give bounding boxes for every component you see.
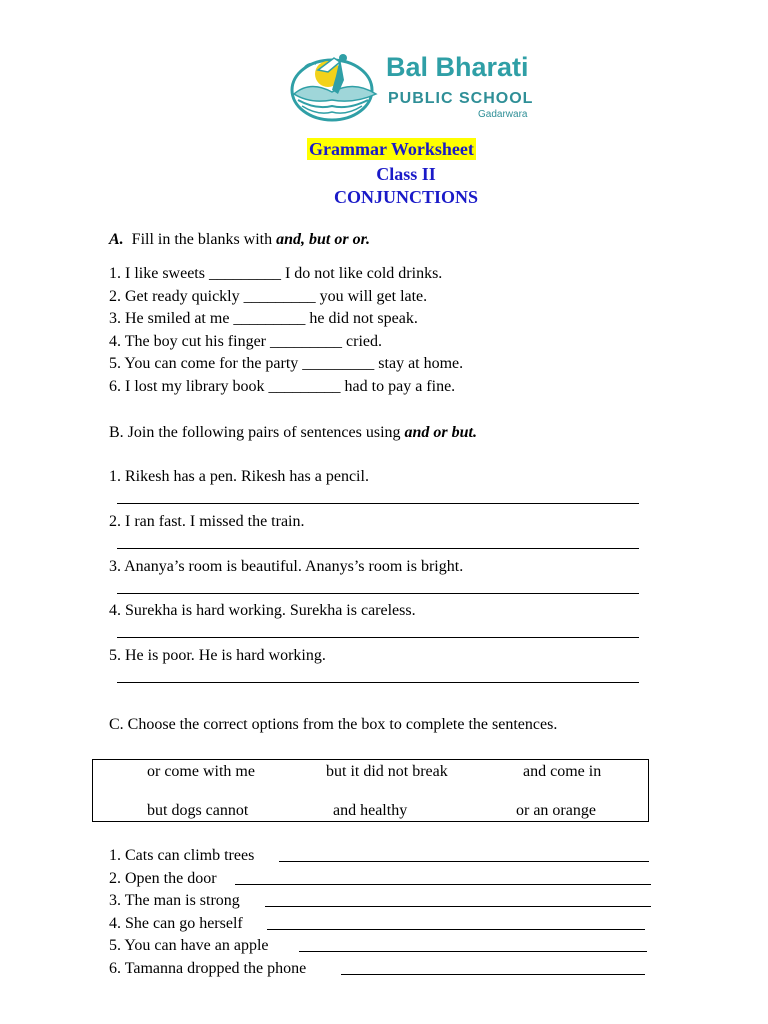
- section-b-text: B. Join the following pairs of sentences using: [109, 424, 401, 441]
- answer-line: [117, 637, 639, 638]
- answer-line: [299, 951, 647, 952]
- sentence-start: 5. You can have an apple: [109, 937, 269, 955]
- list-item: [109, 914, 306, 937]
- option: and come in: [523, 763, 602, 780]
- options-box: [92, 759, 649, 822]
- section-b-words: and or but.: [404, 424, 477, 441]
- list-item: [109, 467, 463, 512]
- section-b-instruction: [109, 423, 477, 443]
- sentence-start: 2. Open the door: [109, 869, 217, 887]
- list-item: [109, 557, 463, 602]
- answer-line: [341, 974, 645, 975]
- list-item: [109, 846, 306, 869]
- section-c-instruction: C. Choose the correct options from the box to complete the sentences.: [109, 716, 558, 733]
- question-text: 3. Ananya’s room is beautiful. Ananys’s room is bright.: [109, 557, 464, 575]
- school-name: Bal Bharati: [386, 52, 529, 82]
- list-item: 4. The boy cut his finger _________ cried.: [109, 332, 382, 350]
- list-item: [109, 646, 463, 691]
- topic-label: CONJUNCTIONS: [333, 187, 479, 207]
- section-a-words: and, but or or.: [276, 231, 370, 248]
- question-text: 5. He is poor. He is hard working.: [109, 647, 326, 665]
- school-logo: [288, 50, 548, 128]
- sentence-start: 6. Tamanna dropped the phone: [109, 959, 307, 977]
- list-item: 5. You can come for the party _________ stay at home.: [109, 355, 464, 373]
- option: but dogs cannot: [147, 802, 249, 819]
- worksheet-title: Grammar Worksheet: [309, 139, 474, 159]
- school-emblem-icon: [288, 50, 384, 128]
- school-subtitle: PUBLIC SCHOOL: [388, 90, 534, 107]
- answer-line: [117, 503, 639, 504]
- answer-line: [117, 548, 639, 549]
- list-item: [109, 891, 306, 914]
- sentence-start: 1. Cats can climb trees: [109, 847, 255, 864]
- sentence-start: 3. The man is strong: [109, 892, 240, 910]
- section-a-text: Fill in the blanks with: [131, 231, 273, 248]
- option: and healthy: [333, 802, 408, 819]
- question-text: 2. I ran fast. I missed the train.: [109, 512, 305, 530]
- list-item: 6. I lost my library book _________ had to pay a fine.: [109, 377, 456, 395]
- list-item: [109, 869, 306, 892]
- answer-line: [235, 884, 651, 885]
- section-a-label: A.: [109, 231, 124, 248]
- list-item: 1. I like sweets _________ I do not like cold drinks.: [109, 265, 443, 282]
- answer-line: [117, 593, 639, 594]
- section-b-list: [109, 467, 463, 691]
- answer-line: [265, 906, 651, 907]
- question-text: 4. Surekha is hard working. Surekha is careless.: [109, 602, 416, 620]
- list-item: [109, 936, 306, 959]
- section-a-list: [109, 264, 463, 400]
- section-c-list: [109, 846, 306, 982]
- option: or come with me: [147, 763, 255, 780]
- answer-line: [267, 929, 645, 930]
- school-place: Gadarwara: [478, 109, 528, 120]
- list-item: 3. He smiled at me _________ he did not speak.: [109, 310, 418, 328]
- class-label: Class II: [376, 164, 436, 184]
- option: or an orange: [516, 802, 596, 819]
- section-a-instruction: [109, 230, 370, 250]
- answer-line: [279, 861, 649, 862]
- question-text: 1. Rikesh has a pen. Rikesh has a pencil.: [109, 468, 369, 485]
- list-item: [109, 601, 463, 646]
- list-item: [109, 959, 306, 982]
- option: but it did not break: [326, 763, 448, 780]
- list-item: 2. Get ready quickly _________ you will get late.: [109, 287, 428, 305]
- sentence-start: 4. She can go herself: [109, 914, 243, 932]
- answer-line: [117, 682, 639, 683]
- list-item: [109, 512, 463, 557]
